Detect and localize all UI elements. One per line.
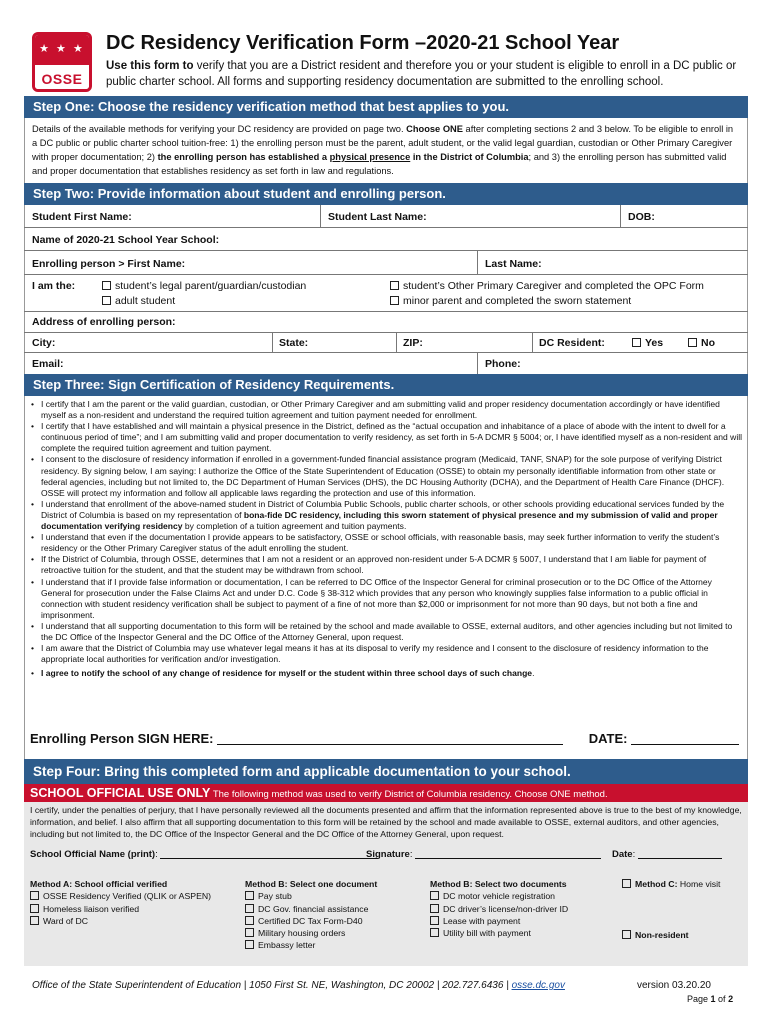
osse-logo — [32, 32, 92, 92]
option-label: DC driver’s license/non-driver ID — [443, 903, 569, 914]
checkbox[interactable] — [30, 891, 39, 900]
method-a-title: Method A: School official verified — [30, 879, 168, 889]
page-current: 1 — [710, 994, 716, 1004]
state-field[interactable]: State: — [279, 337, 309, 349]
certification-item: • I understand that even if the documentation I provide appears to be satisfactory, OSSE or school officials, with reasonable basis, may seek further information to verify the student’s residency or the Other Primary Caregiver status of the adult enrolling the student. — [28, 532, 744, 554]
option-other-caregiver[interactable] — [390, 280, 704, 292]
page-subtitle — [106, 58, 746, 90]
dc-resident-label: DC Resident: — [539, 337, 605, 349]
subtitle-text: verify that you are a District resident and therefore you or your student is eligible to enroll in a DC public or public charter school. All forms and supporting residency documentation are submitted to the enrolling school. — [106, 60, 737, 88]
signature-line — [30, 731, 739, 746]
checkbox[interactable] — [245, 891, 254, 900]
enrolling-last-name-field[interactable]: Last Name: — [485, 258, 542, 270]
page-text: Page — [687, 994, 711, 1004]
method-b-one-column — [245, 878, 377, 952]
step-one-heading: Step One: Choose the residency verification method that best applies to you. — [24, 96, 748, 118]
method-c-label: Home visit — [677, 879, 721, 889]
method-option[interactable] — [30, 890, 211, 902]
method-b-two-column — [430, 878, 568, 939]
option-parent-guardian[interactable] — [102, 280, 306, 292]
official-date-label: Date — [612, 849, 633, 860]
step-three-heading: Step Three: Sign Certification of Residency Requirements. — [24, 374, 748, 396]
official-certification-text: I certify, under the penalties of perjury, that I have personally reviewed all the documents presented and affirm that the information represented above is true to the best of my knowledge, information, and belief. I also affirm that all supporting documentation to this form will be retained by the school and made available to OSSE, external auditors, and other agencies, including but not limited to, the DC Office of the Inspector General and the DC Office of the Attorney General, upon request. — [30, 805, 742, 839]
official-instructions: The following method was used to verify District of Columbia residency. Choose ONE method. — [210, 789, 608, 800]
logo-text: OSSE — [35, 66, 89, 92]
option-label: student’s Other Primary Caregiver and completed the OPC Form — [403, 280, 704, 292]
option-label: minor parent and completed the sworn statement — [403, 295, 632, 307]
checkbox[interactable] — [430, 928, 439, 937]
checkbox[interactable] — [245, 916, 254, 925]
checkbox[interactable] — [245, 928, 254, 937]
official-date-line: Date: — [612, 849, 722, 860]
divider — [396, 333, 397, 353]
official-signature-field[interactable] — [415, 849, 601, 859]
sign-date-field[interactable] — [631, 732, 739, 745]
certification-item: • I agree to notify the school of any change of residence for myself or the student within three school days of such change. — [28, 668, 744, 679]
email-field[interactable]: Email: — [32, 358, 64, 370]
method-option[interactable] — [430, 927, 568, 939]
cert-text-bold: I agree to notify the school of any change of residence for myself or the student within three school days of such change — [41, 668, 533, 679]
page-total: 2 — [728, 994, 734, 1004]
certification-item: • I understand that all supporting documentation to this form will be retained by the school and made available to OSSE, external auditors, and other agencies including but not limited to the DC Office of the Inspector General and the DC Office of the Attorney General, upon request. — [28, 621, 744, 643]
step-one-text-f: in the District of Columbia — [410, 152, 529, 162]
school-name-field[interactable]: Name of 2020-21 School Year School: — [32, 234, 220, 246]
option-label: Lease with payment — [443, 915, 521, 926]
dob-field[interactable]: DOB: — [628, 211, 655, 223]
checkbox[interactable] — [430, 891, 439, 900]
official-use-only: SCHOOL OFFICIAL USE ONLY — [30, 786, 211, 800]
option-label: Embassy letter — [258, 940, 316, 951]
footer-text: Office of the State Superintendent of Education | 1050 First St. NE, Washington, DC 20002 | 202.727.6436 | — [32, 980, 512, 991]
step-four-heading: Step Four: Bring this completed form and applicable documentation to your school. — [24, 759, 748, 784]
cert-text: I understand that enrollment of the above-named student in District of Columbia Public Schools, public charter schools, or other schools providing educational services funded by the District of Columbia is based on my representation of — [41, 498, 725, 520]
method-option[interactable] — [430, 915, 568, 927]
step-one-choose-one: Choose ONE — [406, 124, 463, 134]
checkbox[interactable] — [390, 296, 399, 305]
official-signature-line: Signature: — [366, 849, 601, 860]
checkbox[interactable] — [430, 904, 439, 913]
method-b-one-title: Method B: Select one document — [245, 879, 378, 889]
zip-field[interactable]: ZIP: — [403, 337, 423, 349]
method-a-column — [30, 878, 211, 927]
page-title: DC Residency Verification Form –2020-21 School Year — [106, 32, 620, 54]
sign-date-label: DATE: — [588, 731, 628, 746]
method-c-option[interactable] — [622, 878, 720, 890]
logo-stars: ★ ★ ★ — [35, 35, 89, 65]
official-name-line: School Official Name (print): — [30, 849, 378, 860]
certification-item: • I certify that I have established and will maintain a physical presence in the District, defined as the “actual occupation and inhabitance of a place of abode with the intent to dwell for a continuous period of time”; and I am submitting valid and proper documentation to verify residency, as set forth in 5-A DCMR § 5004; or, I have identified myself as a non-resident and will complete the required tuition agreement and tuition payment. — [28, 421, 744, 454]
official-date-field[interactable] — [638, 849, 722, 859]
i-am-label: I am the: — [32, 280, 76, 292]
option-minor-parent[interactable] — [390, 295, 631, 307]
non-resident-label: Non-resident — [635, 930, 689, 940]
step-one-physical-presence: physical presence — [329, 152, 411, 162]
option-label: OSSE Residency Verified (QLIK or ASPEN) — [43, 891, 212, 902]
divider — [477, 251, 478, 275]
method-option[interactable] — [245, 927, 377, 939]
page-text: of — [715, 994, 729, 1004]
option-label: student’s legal parent/guardian/custodian — [115, 280, 307, 292]
method-option[interactable] — [245, 939, 377, 951]
checkbox[interactable] — [622, 879, 631, 888]
method-option[interactable] — [430, 890, 568, 902]
checkbox[interactable] — [622, 930, 631, 939]
subtitle-bold: Use this form to — [106, 60, 194, 72]
step-one-text-g: ; and 3) the enrolling person has submitted valid and proper documentation that establishes residency as set forth in law and regulations. — [32, 152, 727, 176]
city-field[interactable]: City: — [32, 337, 56, 349]
cert-text-bold: bona-fide DC residency, including this sworn statement of physical presence and my submission of valid and proper documentation verifying residency — [41, 509, 718, 532]
certification-item: • I understand that if I provide false information or documentation, I can be referred to DC Office of the Inspector General for criminal prosecution or to the DC Office of the Attorney General for prosecution under the False Claims Act and under D.C. Code § 38-312 which provides that any person who knowingly supplies false information to a public official in connection with student residency verification shall be subject to payment of a fine of not more than $2,000 or imprisonment for not more than 90 days, but not both a fine and imprisonment. — [28, 577, 744, 621]
checkbox[interactable] — [30, 916, 39, 925]
dc-resident-no[interactable] — [688, 337, 715, 349]
checkbox[interactable] — [245, 940, 254, 949]
official-name-field[interactable] — [160, 849, 378, 859]
option-label: Military housing orders — [258, 928, 346, 939]
phone-field[interactable]: Phone: — [485, 358, 521, 370]
method-c-row — [622, 878, 720, 890]
school-official-banner — [24, 784, 748, 802]
checkbox[interactable] — [102, 296, 111, 305]
option-label: DC Gov. financial assistance — [258, 903, 369, 914]
certification-list — [28, 399, 744, 679]
page-number — [687, 994, 733, 1004]
method-option[interactable] — [245, 890, 377, 902]
certification-item — [28, 499, 744, 532]
step-one-text-a: Details of the available methods for verifying your DC residency are provided on page two. — [32, 124, 407, 134]
official-name-label: School Official Name (print) — [30, 849, 156, 860]
checkbox[interactable] — [688, 338, 697, 347]
form-version: version 03.20.20 — [637, 980, 711, 991]
divider — [532, 333, 533, 353]
option-label: DC motor vehicle registration — [443, 891, 556, 902]
certification-item: • I am aware that the District of Columbia may use whatever legal means it has at its disposal to verify my residence and I consent to the disclosure of residency information to the appropriate local authorities for verification and/or investigation. — [28, 643, 744, 665]
step-two-heading: Step Two: Provide information about student and enrolling person. — [24, 183, 748, 205]
step-one-text-d: the enrolling person has established a — [157, 152, 330, 162]
student-last-name-field[interactable]: Student Last Name: — [328, 211, 427, 223]
official-signature-label: Signature — [366, 849, 410, 860]
method-option[interactable] — [30, 903, 211, 915]
option-label: Pay stub — [258, 891, 292, 902]
divider — [272, 333, 273, 353]
checkbox[interactable] — [30, 904, 39, 913]
option-label: Yes — [645, 337, 664, 349]
non-resident-option[interactable] — [622, 929, 689, 941]
checkbox[interactable] — [102, 281, 111, 290]
enrolling-first-name-field[interactable]: Enrolling person > First Name: — [32, 258, 186, 270]
checkbox[interactable] — [245, 904, 254, 913]
certification-item: • I consent to the disclosure of residency information if enrolled in a government-funded financial assistance program (Medicaid, TANF, SNAP) for the sole purpose of verifying District residency. By signing below, I am saying: I authorize the Office of the State Superintendent of Education (OSSE) to obtain my personally identifiable information from other state or federal agencies, including but not limited to, the DC Department of Human Services (DHS), the DC Housing Authority (DCHA), and the Department of Health Care Finance (DHCF). OSSE will protect my information and follow all applicable laws regarding the protection and use of this information. — [28, 454, 744, 498]
dc-resident-yes[interactable] — [632, 337, 663, 349]
checkbox[interactable] — [632, 338, 641, 347]
osse-website-link[interactable]: osse.dc.gov — [511, 980, 565, 991]
step-one-text-c: after completing sections 2 and 3 below. To be eligible to enroll in a DC public or public charter school tuition-free: 1) the enrolling person must be the parent, adult student, or the valid legal guardian, custodian or Other Primary Caregiver with proper documentation; 2) — [32, 124, 734, 162]
method-option[interactable] — [245, 915, 377, 927]
non-resident-row — [622, 929, 689, 941]
option-label: Certified DC Tax Form-D40 — [258, 915, 363, 926]
method-option[interactable] — [245, 903, 377, 915]
divider — [620, 205, 621, 228]
footer-address — [32, 980, 565, 991]
option-adult-student[interactable] — [102, 295, 175, 307]
cert-text: by completion of a tuition agreement and tuition payments. — [182, 521, 407, 532]
option-label: adult student — [115, 295, 176, 307]
method-option[interactable] — [430, 903, 568, 915]
option-label: Ward of DC — [43, 915, 89, 926]
step-one-text — [32, 122, 740, 178]
sign-here-label: Enrolling Person SIGN HERE: — [30, 731, 214, 746]
certification-item: • I certify that I am the parent or the valid guardian, custodian, or Other Primary Caregiver and am submitting valid and proper residency documentation accordingly or have identified myself as a non-resident and understand the required tuition agreement and tuition payment needed for enrollment. — [28, 399, 744, 421]
method-b-two-title: Method B: Select two documents — [430, 879, 567, 889]
signature-field[interactable] — [217, 732, 563, 745]
method-option[interactable] — [30, 915, 211, 927]
option-label: Utility bill with payment — [443, 928, 531, 939]
student-first-name-field[interactable]: Student First Name: — [32, 211, 132, 223]
divider — [320, 205, 321, 228]
certification-item: • If the District of Columbia, through OSSE, determines that I am not a resident or an approved non-resident under 5-A DCMR § 5007, I understand that I am liable for payment of retroactive tuition for the student, and that the student may be withdrawn from school. — [28, 554, 744, 576]
divider — [477, 353, 478, 374]
option-label: Homeless liaison verified — [43, 903, 140, 914]
address-field[interactable]: Address of enrolling person: — [32, 316, 176, 328]
method-c-title: Method C: — [635, 879, 678, 889]
checkbox[interactable] — [430, 916, 439, 925]
option-label: No — [701, 337, 715, 349]
checkbox[interactable] — [390, 281, 399, 290]
